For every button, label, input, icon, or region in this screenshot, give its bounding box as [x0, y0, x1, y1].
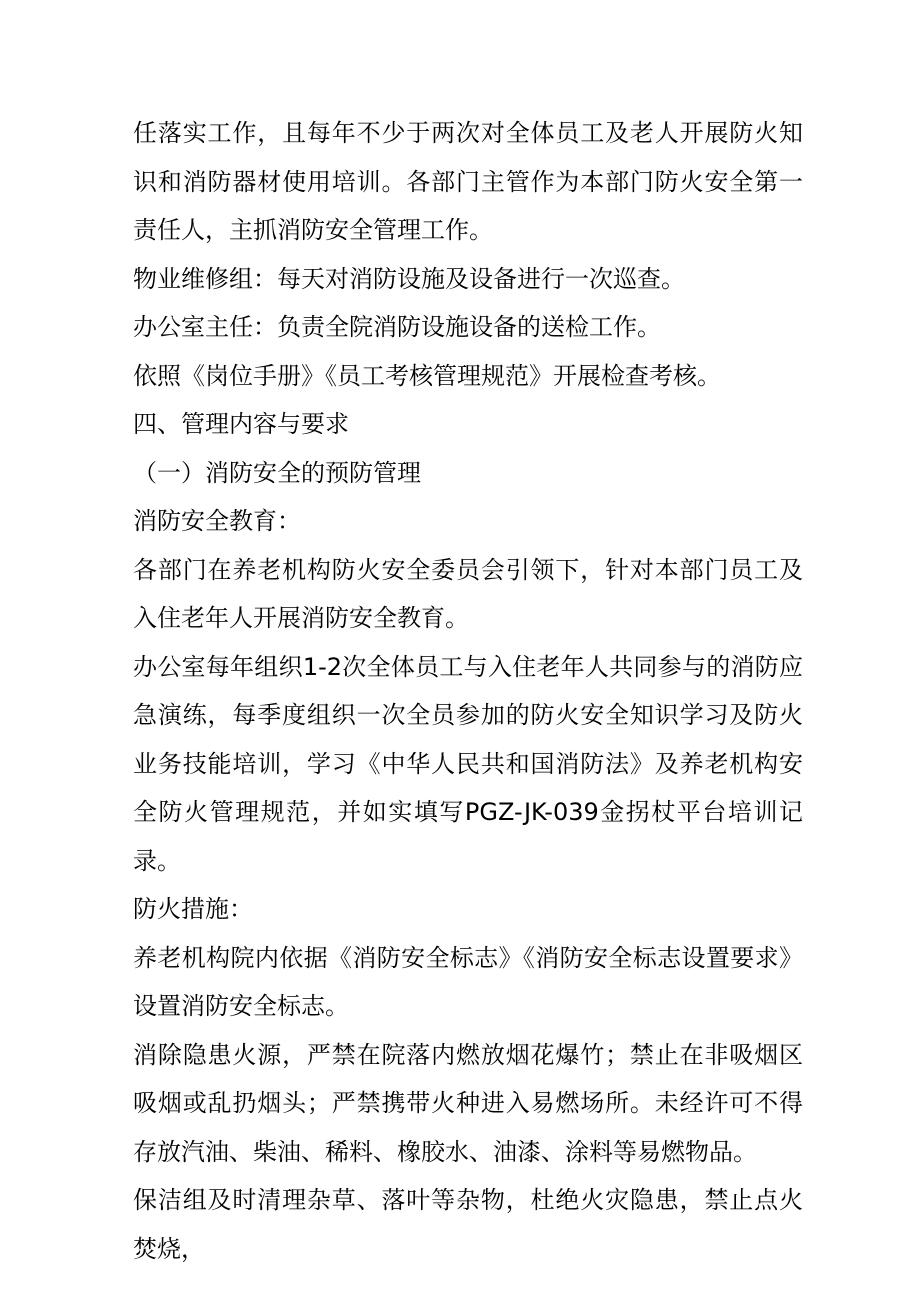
paragraph-office-director: 办公室主任：负责全院消防设施设备的送检工作。	[133, 313, 661, 341]
paragraph-eliminate-hazards: 消除隐患火源，严禁在院落内燃放烟花爆竹；禁止在非吸烟区吸烟或乱扔烟头；严禁携带火种进入易燃场所。未经许可不得存放汽油、柴油、稀料、橡胶水、油漆、涂料等易燃物品。	[133, 1040, 803, 1166]
paragraph-responsibility-training: 任落实工作，且每年不少于两次对全体员工及老人开展防火知识和消防器材使用培训。各部门主管作为本部门防火安全第一责任人，主抓消防安全管理工作。	[133, 119, 803, 244]
paragraph-cleaning-team: 保洁组及时清理杂草、落叶等杂物，杜绝火灾隐患，禁止点火焚烧，	[133, 1186, 803, 1263]
paragraph-department-education: 各部门在养老机构防火安全委员会引领下，针对本部门员工及入住老年人开展消防安全教育。	[133, 555, 803, 632]
paragraph-property-maintenance: 物业维修组：每天对消防设施及设备进行一次巡查。	[133, 264, 685, 293]
subsection-heading-fire-prevention: （一）消防安全的预防管理	[133, 458, 421, 487]
section-heading-management-content: 四、管理内容与要求	[133, 410, 349, 438]
paragraph-safety-signs: 养老机构院内依据《消防安全标志》《消防安全标志设置要求》设置消防安全标志。	[133, 943, 803, 1020]
document-body	[133, 109, 803, 1273]
label-fire-safety-education: 消防安全教育：	[133, 507, 301, 535]
label-fire-measures: 防火措施：	[133, 895, 253, 923]
paragraph-office-drills: 办公室每年组织1-2次全体员工与入住老年人共同参与的消防应急演练，每季度组织一次全员参加的防火安全知识学习及防火业务技能培训，学习《中华人民共和国消防法》及养老机构安全防火管理规范，并如实填写PGZ-JK-039金拐杖平台培训记录。	[133, 652, 803, 875]
paragraph-inspection-assessment: 依照《岗位手册》《员工考核管理规范》开展检查考核。	[133, 361, 721, 390]
